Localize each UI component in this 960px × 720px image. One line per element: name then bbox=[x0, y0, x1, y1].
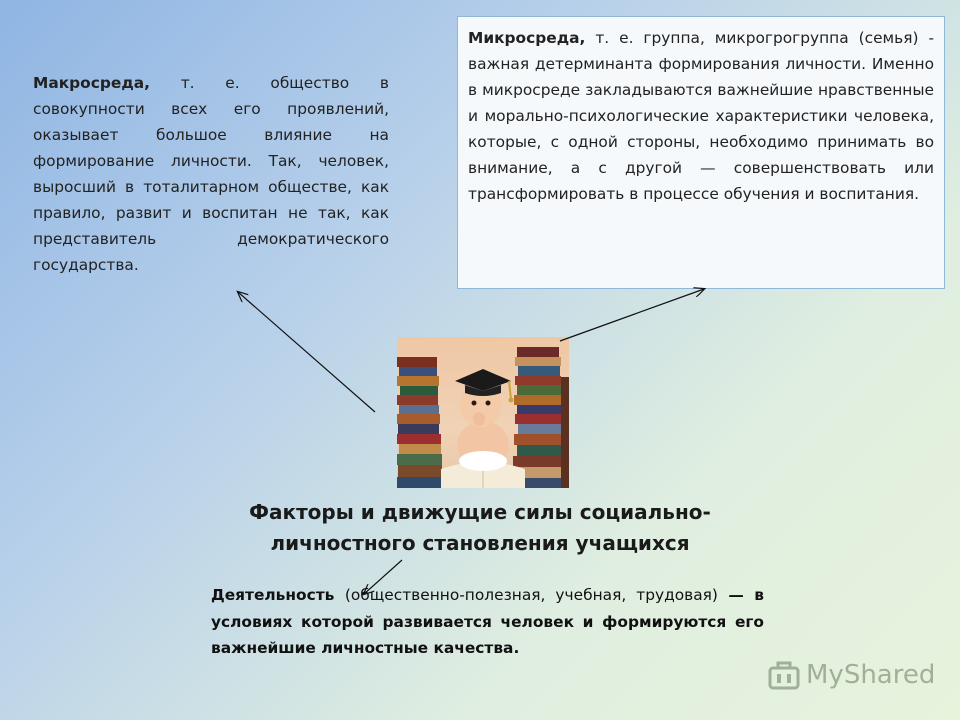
myshared-logo bbox=[768, 655, 935, 695]
micro-description: т. е. группа, микрогрогруппа (семья) - важная детерминанта формирования личности. Именно в микросреде закладываются важнейшие нравственные и морально-психологические характеристики человека, которые, с одной стороны, необходимо принимать во внимание, а с другой — совершенствовать или трансформировать в процессе обучения и воспитания. bbox=[468, 29, 934, 203]
activity-term: Деятельность bbox=[211, 586, 345, 604]
diagram-title: Факторы и движущие силы социально-личностного становления учащихся bbox=[249, 500, 711, 555]
myshared-logo-text: MyShared bbox=[806, 660, 936, 690]
macro-term: Макросреда, bbox=[33, 74, 150, 92]
macro-description: т. е. общество в совокупности всех его проявлений, оказывает большое влияние на формирование личности. Так, человек, выросший в тоталитарном обществе, как правило, развит и воспитан не так, как представитель демократического государства. bbox=[33, 74, 389, 274]
myshared-logo-icon bbox=[768, 658, 800, 692]
arrow-to-micro bbox=[560, 289, 704, 341]
micro-term: Микросреда, bbox=[468, 29, 586, 47]
activity-types: (общественно-полезная, учебная, трудовая) bbox=[344, 586, 718, 604]
arrow-to-activity bbox=[364, 560, 402, 594]
activity-description: — в условиях которой развивается человек и формируются его важнейшие личностные качества. bbox=[211, 586, 764, 657]
arrow-to-macro bbox=[238, 292, 375, 412]
